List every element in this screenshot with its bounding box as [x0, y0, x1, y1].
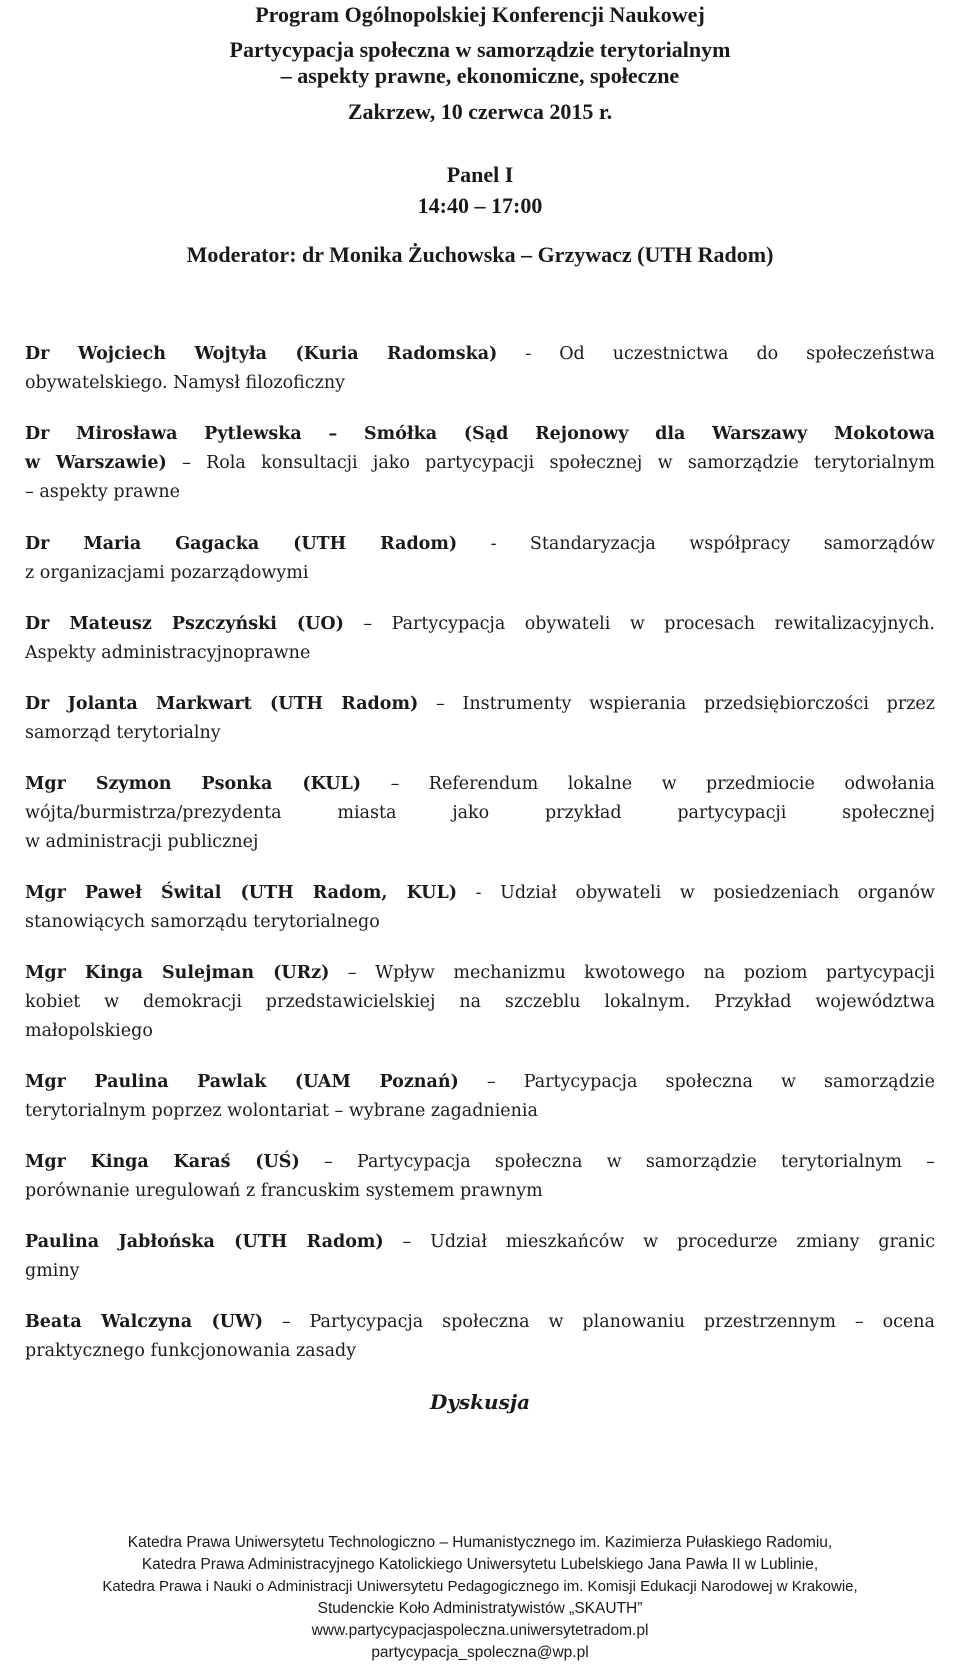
- organizers-footer: [0, 1532, 960, 1664]
- talk-title: – Referendum lokalne w przedmiocie odwołania: [361, 774, 935, 794]
- talk-title: - Udział obywateli w posiedzeniach organów: [457, 883, 935, 903]
- program-entry: [25, 690, 935, 748]
- email-link[interactable]: partycypacja_spoleczna@wp.pl: [371, 1644, 589, 1661]
- program-entry: [25, 340, 935, 398]
- moderator: Moderator: dr Monika Żuchowska – Grzywacz (UTH Radom): [186, 242, 774, 267]
- talk-title-cont: Aspekty administracyjnoprawne: [25, 643, 311, 663]
- speaker: Dr Jolanta Markwart (UTH Radom): [25, 694, 419, 714]
- program-title: Program Ogólnopolskiej Konferencji Naukowej: [255, 2, 705, 27]
- organizer-line: Katedra Prawa Administracyjnego Katolickiego Uniwersytetu Lubelskiego Jana Pawła II w Lublinie,: [141, 1556, 819, 1573]
- speaker: Mgr Kinga Karaś (UŚ): [25, 1152, 300, 1172]
- organizer-line: Katedra Prawa i Nauki o Administracji Uniwersytetu Pedagogicznego im. Komisji Edukacji Narodowej w Krakowie,: [102, 1578, 858, 1595]
- talk-title: – Udział mieszkańców w procedurze zmiany granic: [383, 1232, 936, 1252]
- talk-title: - Standaryzacja współpracy samorządów: [457, 534, 935, 554]
- speaker: Dr Mirosława Pytlewska – Smółka (Sąd Rejonowy dla Warszawy Mokotowa: [25, 424, 935, 444]
- program-entry: [25, 1308, 935, 1366]
- talk-title: – Partycypacja społeczna w planowaniu przestrzennym – ocena: [262, 1312, 935, 1332]
- talk-title-cont: stanowiących samorządu terytorialnego: [25, 912, 380, 932]
- program-entry: [25, 879, 935, 937]
- speaker: Dr Maria Gagacka (UTH Radom): [25, 534, 458, 554]
- talk-title-cont: małopolskiego: [25, 1021, 153, 1041]
- program-entry: [25, 1068, 935, 1126]
- talk-title: – Partycypacja społeczna w samorządzie terytorialnym –: [299, 1152, 935, 1172]
- program-entry: [25, 530, 935, 588]
- conference-date: Zakrzew, 10 czerwca 2015 r.: [347, 99, 613, 124]
- website-link[interactable]: www.partycypacjaspoleczna.uniwersytetradom.pl: [311, 1622, 649, 1639]
- speaker: Dr Mateusz Pszczyński (UO): [25, 614, 344, 634]
- talk-title-cont: kobiet w demokracji przedstawicielskiej na szczeblu lokalnym. Przykład województwa: [25, 992, 935, 1012]
- program-entry: [25, 1228, 935, 1286]
- speaker: Paulina Jabłońska (UTH Radom): [25, 1232, 384, 1252]
- talk-title-cont: gminy: [25, 1261, 80, 1281]
- talk-title-cont: porównanie uregulowań z francuskim systemem prawnym: [25, 1181, 543, 1201]
- conference-subtitle: – aspekty prawne, ekonomiczne, społeczne: [280, 63, 680, 88]
- talk-title: – Wpływ mechanizmu kwotowego na poziom partycypacji: [329, 963, 935, 983]
- talk-title-cont: terytorialnym poprzez wolontariat – wybrane zagadnienia: [25, 1101, 538, 1121]
- speaker: Mgr Paweł Śwital (UTH Radom, KUL): [25, 883, 458, 903]
- speaker: Dr Wojciech Wojtyła (Kuria Radomska): [25, 344, 498, 364]
- program-entry: [25, 959, 935, 1046]
- discussion-heading: Dyskusja: [429, 1390, 531, 1414]
- talk-title-cont: obywatelskiego. Namysł filozoficzny: [25, 373, 345, 393]
- talk-title: – Partycypacja społeczna w samorządzie: [458, 1072, 935, 1092]
- talk-title-cont: samorząd terytorialny: [25, 723, 221, 743]
- talk-title: – Rola konsultacji jako partycypacji społecznej w samorządzie terytorialnym: [166, 453, 935, 473]
- program-entry: [25, 420, 935, 507]
- panel-time: 14:40 – 17:00: [417, 193, 543, 218]
- speaker: Mgr Szymon Psonka (KUL): [25, 774, 362, 794]
- program-entry: [25, 770, 935, 857]
- talk-title: – Partycypacja obywateli w procesach rewitalizacyjnych.: [343, 614, 935, 634]
- speaker: Beata Walczyna (UW): [25, 1312, 263, 1332]
- program-entry: [25, 1148, 935, 1206]
- talk-title: - Od uczestnictwa do społeczeństwa: [497, 344, 935, 364]
- panel-title: Panel I: [446, 162, 514, 187]
- organizer-line: Studenckie Koło Administratywistów „SKAUTH”: [317, 1600, 643, 1617]
- conference-title: Partycypacja społeczna w samorządzie terytorialnym: [229, 37, 731, 62]
- program-entry: [25, 610, 935, 668]
- speaker-cont: w Warszawie): [25, 453, 167, 473]
- talk-title: – Instrumenty wspierania przedsiębiorczości przez: [418, 694, 935, 714]
- speaker: Mgr Kinga Sulejman (URz): [25, 963, 330, 983]
- talk-title-cont: w administracji publicznej: [25, 832, 259, 852]
- organizer-line: Katedra Prawa Uniwersytetu Technologiczno – Humanistycznego im. Kazimierza Pułaskiego Radomiu,: [127, 1534, 833, 1551]
- speaker: Mgr Paulina Pawlak (UAM Poznań): [25, 1072, 459, 1092]
- talk-title-cont: z organizacjami pozarządowymi: [25, 563, 309, 583]
- talk-title-cont: wójta/burmistrza/prezydenta miasta jako przykład partycypacji społecznej: [25, 803, 935, 823]
- talk-title-cont: – aspekty prawne: [25, 482, 180, 502]
- talk-title-cont: praktycznego funkcjonowania zasady: [25, 1341, 357, 1361]
